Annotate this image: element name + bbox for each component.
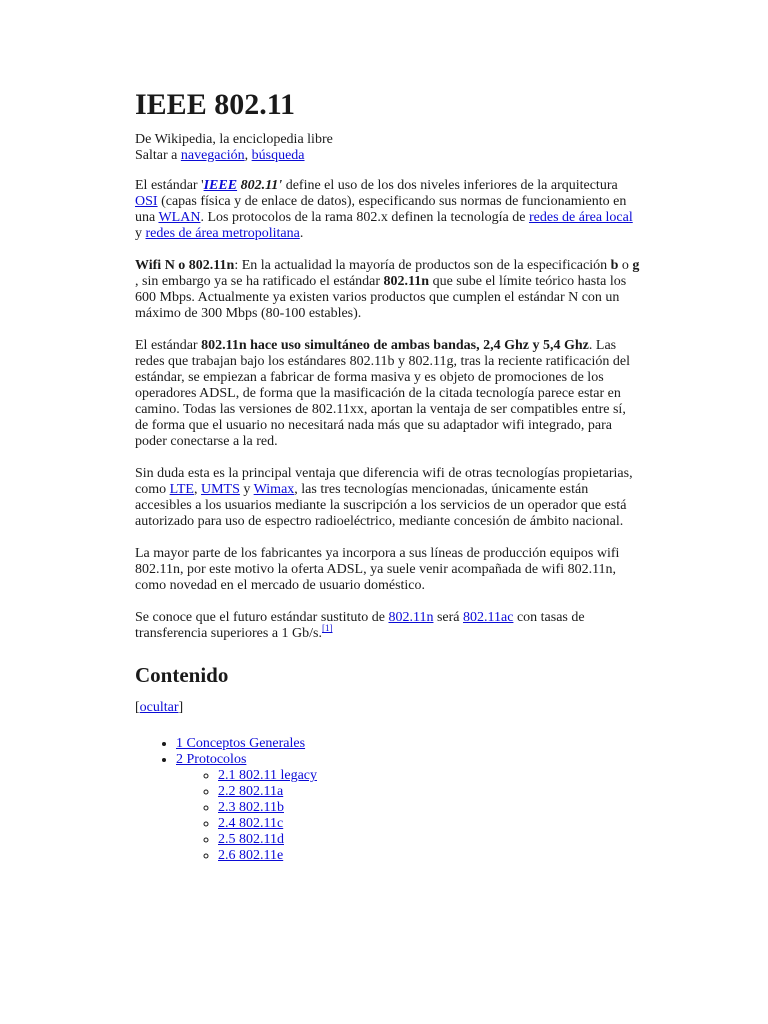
umts-link[interactable]: UMTS (200, 482, 240, 497)
article-body (135, 88, 640, 864)
search-link[interactable]: búsqueda (251, 148, 305, 163)
text-segment: será (433, 610, 464, 625)
text-segment: con tasas de transferencia superiores a 1 Gb/s. (135, 610, 585, 641)
bold-term: 802.11n hace uso simultáneo de ambas bandas, 2,4 Ghz y 5,4 Ghz (201, 338, 589, 353)
article-meta (135, 132, 640, 164)
wifi-n-paragraph (135, 258, 640, 322)
toc-sublist (176, 768, 640, 864)
toc-subitem (218, 800, 640, 816)
wlan-link[interactable]: WLAN (158, 210, 201, 225)
osi-link[interactable]: OSI (135, 194, 158, 209)
toc-link-80211d[interactable]: 2.5 802.11d (218, 832, 284, 847)
intro-paragraph (135, 178, 640, 242)
bold-term: g (632, 258, 640, 273)
standard-number: 802.11' (237, 178, 283, 193)
source-line: De Wikipedia, la enciclopedia libre (135, 132, 333, 147)
bold-term: Wifi N o 802.11n (135, 258, 235, 273)
toc-subitem (218, 832, 640, 848)
text-segment: y (239, 482, 254, 497)
manufacturers-paragraph: La mayor parte de los fabricantes ya incorpora a sus líneas de producción equipos wifi 802.11n, por este motivo la oferta ADSL, ya suele venir acompañada de wifi 802.11n, como novedad en el mercado de usuario doméstico. (135, 546, 620, 593)
jump-prefix: Saltar a (135, 148, 181, 163)
toc-subitem (218, 816, 640, 832)
text-segment: El estándar ' (135, 178, 204, 193)
hide-toc-link[interactable]: ocultar (139, 700, 179, 715)
table-of-contents (135, 736, 640, 864)
text-segment: , sin embargo ya se ha ratificado el estándar (135, 274, 384, 289)
text-segment: (capas física y de enlace de datos), especificando sus normas de funcionamiento en una (135, 194, 627, 225)
toc-subitem (218, 768, 640, 784)
text-segment: . (299, 226, 304, 241)
toc-link-80211a[interactable]: 2.2 802.11a (218, 784, 284, 799)
toc-subitem (218, 784, 640, 800)
toc-heading: Contenido (135, 663, 229, 687)
toc-link-80211b[interactable]: 2.3 802.11b (218, 800, 284, 815)
toc-link-legacy[interactable]: 2.1 802.11 legacy (218, 768, 318, 783)
metropolitan-area-network-link[interactable]: redes de área metropolitana (145, 226, 300, 241)
text-segment: que sube el límite teórico hasta los 600 Mbps. Actualmente ya existen varios productos que cumplen el estándar N con un máximo de 300 Mbps (80-100 estables). (135, 274, 627, 321)
future-standard-paragraph (135, 610, 640, 642)
ieee-link[interactable]: IEEE (203, 178, 238, 193)
lte-link[interactable]: LTE (169, 482, 194, 497)
text-segment: y (135, 226, 146, 241)
advantage-paragraph (135, 466, 640, 530)
toc-subitem (218, 848, 640, 864)
jump-separator: , (244, 148, 252, 163)
bold-term: b (610, 258, 619, 273)
text-segment: . Los protocolos de la rama 802.x definen la tecnología de (200, 210, 529, 225)
toc-link-80211e[interactable]: 2.6 802.11e (218, 848, 284, 863)
text-segment: Sin duda esta es la principal ventaja que diferencia wifi de otras tecnologías propietarias, como (135, 466, 633, 497)
jump-links (135, 148, 640, 164)
80211ac-link[interactable]: 802.11ac (463, 610, 514, 625)
toc-link-conceptos-generales[interactable]: 1 Conceptos Generales (176, 736, 306, 751)
text-segment: : En la actualidad la mayoría de productos son de la especificación (234, 258, 611, 273)
toc-item (176, 736, 640, 752)
toc-link-protocolos[interactable]: 2 Protocolos (176, 752, 247, 767)
dual-band-paragraph (135, 338, 640, 450)
text-segment: , las tres tecnologías mencionadas, únicamente están accesibles a los usuarios mediante la suscripción a los servicios de un operador que está autorizado para uso de espectro radioeléctrico, mediante concesión de ámbito nacional. (135, 482, 627, 529)
page-title: IEEE 802.11 (135, 88, 296, 121)
bold-term: 802.11n (383, 274, 430, 289)
toc-toggle (135, 700, 640, 716)
text-segment: Se conoce que el futuro estándar sustituto de (135, 610, 389, 625)
wimax-link[interactable]: Wimax (253, 482, 295, 497)
text-segment: El estándar (135, 338, 202, 353)
text-segment: . Las redes que trabajan bajo los estándares 802.11b y 802.11g, tras la reciente ratificación del estándar, se empiezan a fabricar de forma masiva y es objeto de promociones de los operadores ADSL, de forma que la masificación de la citada tecnología parece estar en camino. Todas las versiones de 802.11xx, aportan la ventaja de ser compatibles entre sí, de forma que el usuario no necesitará nada más que su adaptador wifi integrado, para poder conectarse a la red. (135, 338, 630, 449)
toc-item (176, 752, 640, 864)
local-area-network-link[interactable]: redes de área local (528, 210, 633, 225)
reference-link[interactable]: [1] (321, 623, 333, 633)
80211n-link[interactable]: 802.11n (388, 610, 434, 625)
toc-link-80211c[interactable]: 2.4 802.11c (218, 816, 284, 831)
text-segment: o (618, 258, 633, 273)
bracket-open: [ (135, 700, 140, 715)
text-segment: define el uso de los dos niveles inferiores de la arquitectura (282, 178, 618, 193)
bracket-close: ] (178, 700, 184, 715)
navigation-link[interactable]: navegación (180, 148, 245, 163)
text-segment: , (193, 482, 201, 497)
